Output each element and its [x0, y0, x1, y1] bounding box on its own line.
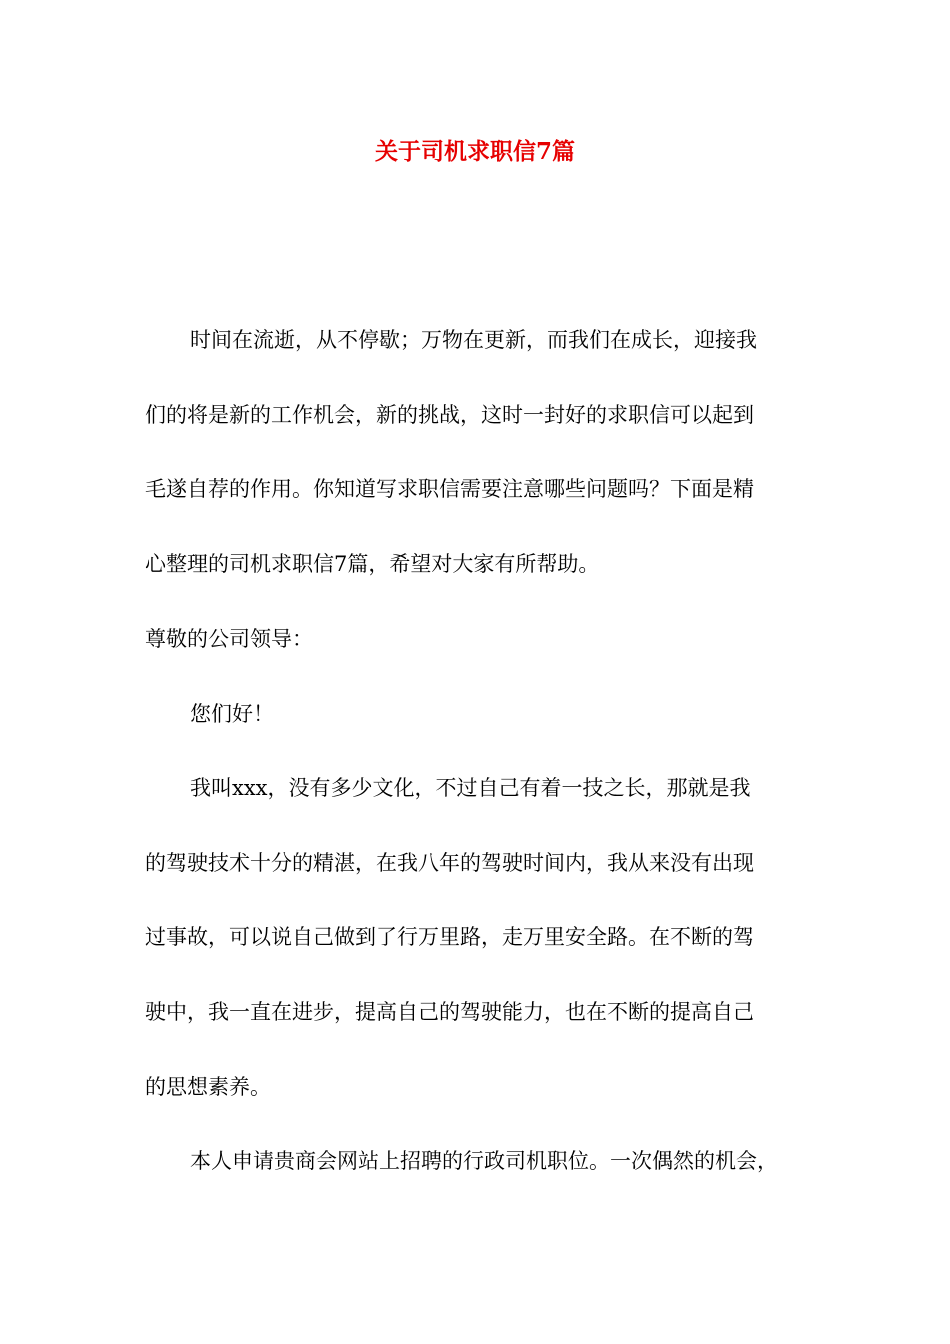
paragraph-line: 过事故，可以说自己做到了行万里路，走万里安全路。在不断的驾 [145, 925, 754, 949]
greeting-line: 您们好！ [190, 702, 274, 726]
paragraph-line: 毛遂自荐的作用。你知道写求职信需要注意哪些问题吗？下面是精 [145, 477, 754, 501]
paragraph-line: 们的将是新的工作机会，新的挑战，这时一封好的求职信可以起到 [145, 403, 754, 427]
paragraph-line: 的思想素养。 [145, 1075, 271, 1099]
paragraph-line: 本人申请贵商会网站上招聘的行政司机职位。一次偶然的机会， [190, 1149, 778, 1173]
salutation-line: 尊敬的公司领导： [145, 627, 313, 651]
paragraph-line: 驶中，我一直在进步，提高自己的驾驶能力，也在不断的提高自己 [145, 1000, 754, 1024]
paragraph-line: 我叫xxx，没有多少文化，不过自己有着一技之长，那就是我 [190, 776, 751, 800]
paragraph-line: 时间在流逝，从不停歇；万物在更新，而我们在成长，迎接我 [190, 328, 757, 352]
paragraph-line: 的驾驶技术十分的精湛，在我八年的驾驶时间内，我从来没有出现 [145, 851, 754, 875]
document-title: 关于司机求职信7篇 [374, 138, 575, 165]
paragraph-line: 心整理的司机求职信7篇，希望对大家有所帮助。 [145, 552, 600, 576]
